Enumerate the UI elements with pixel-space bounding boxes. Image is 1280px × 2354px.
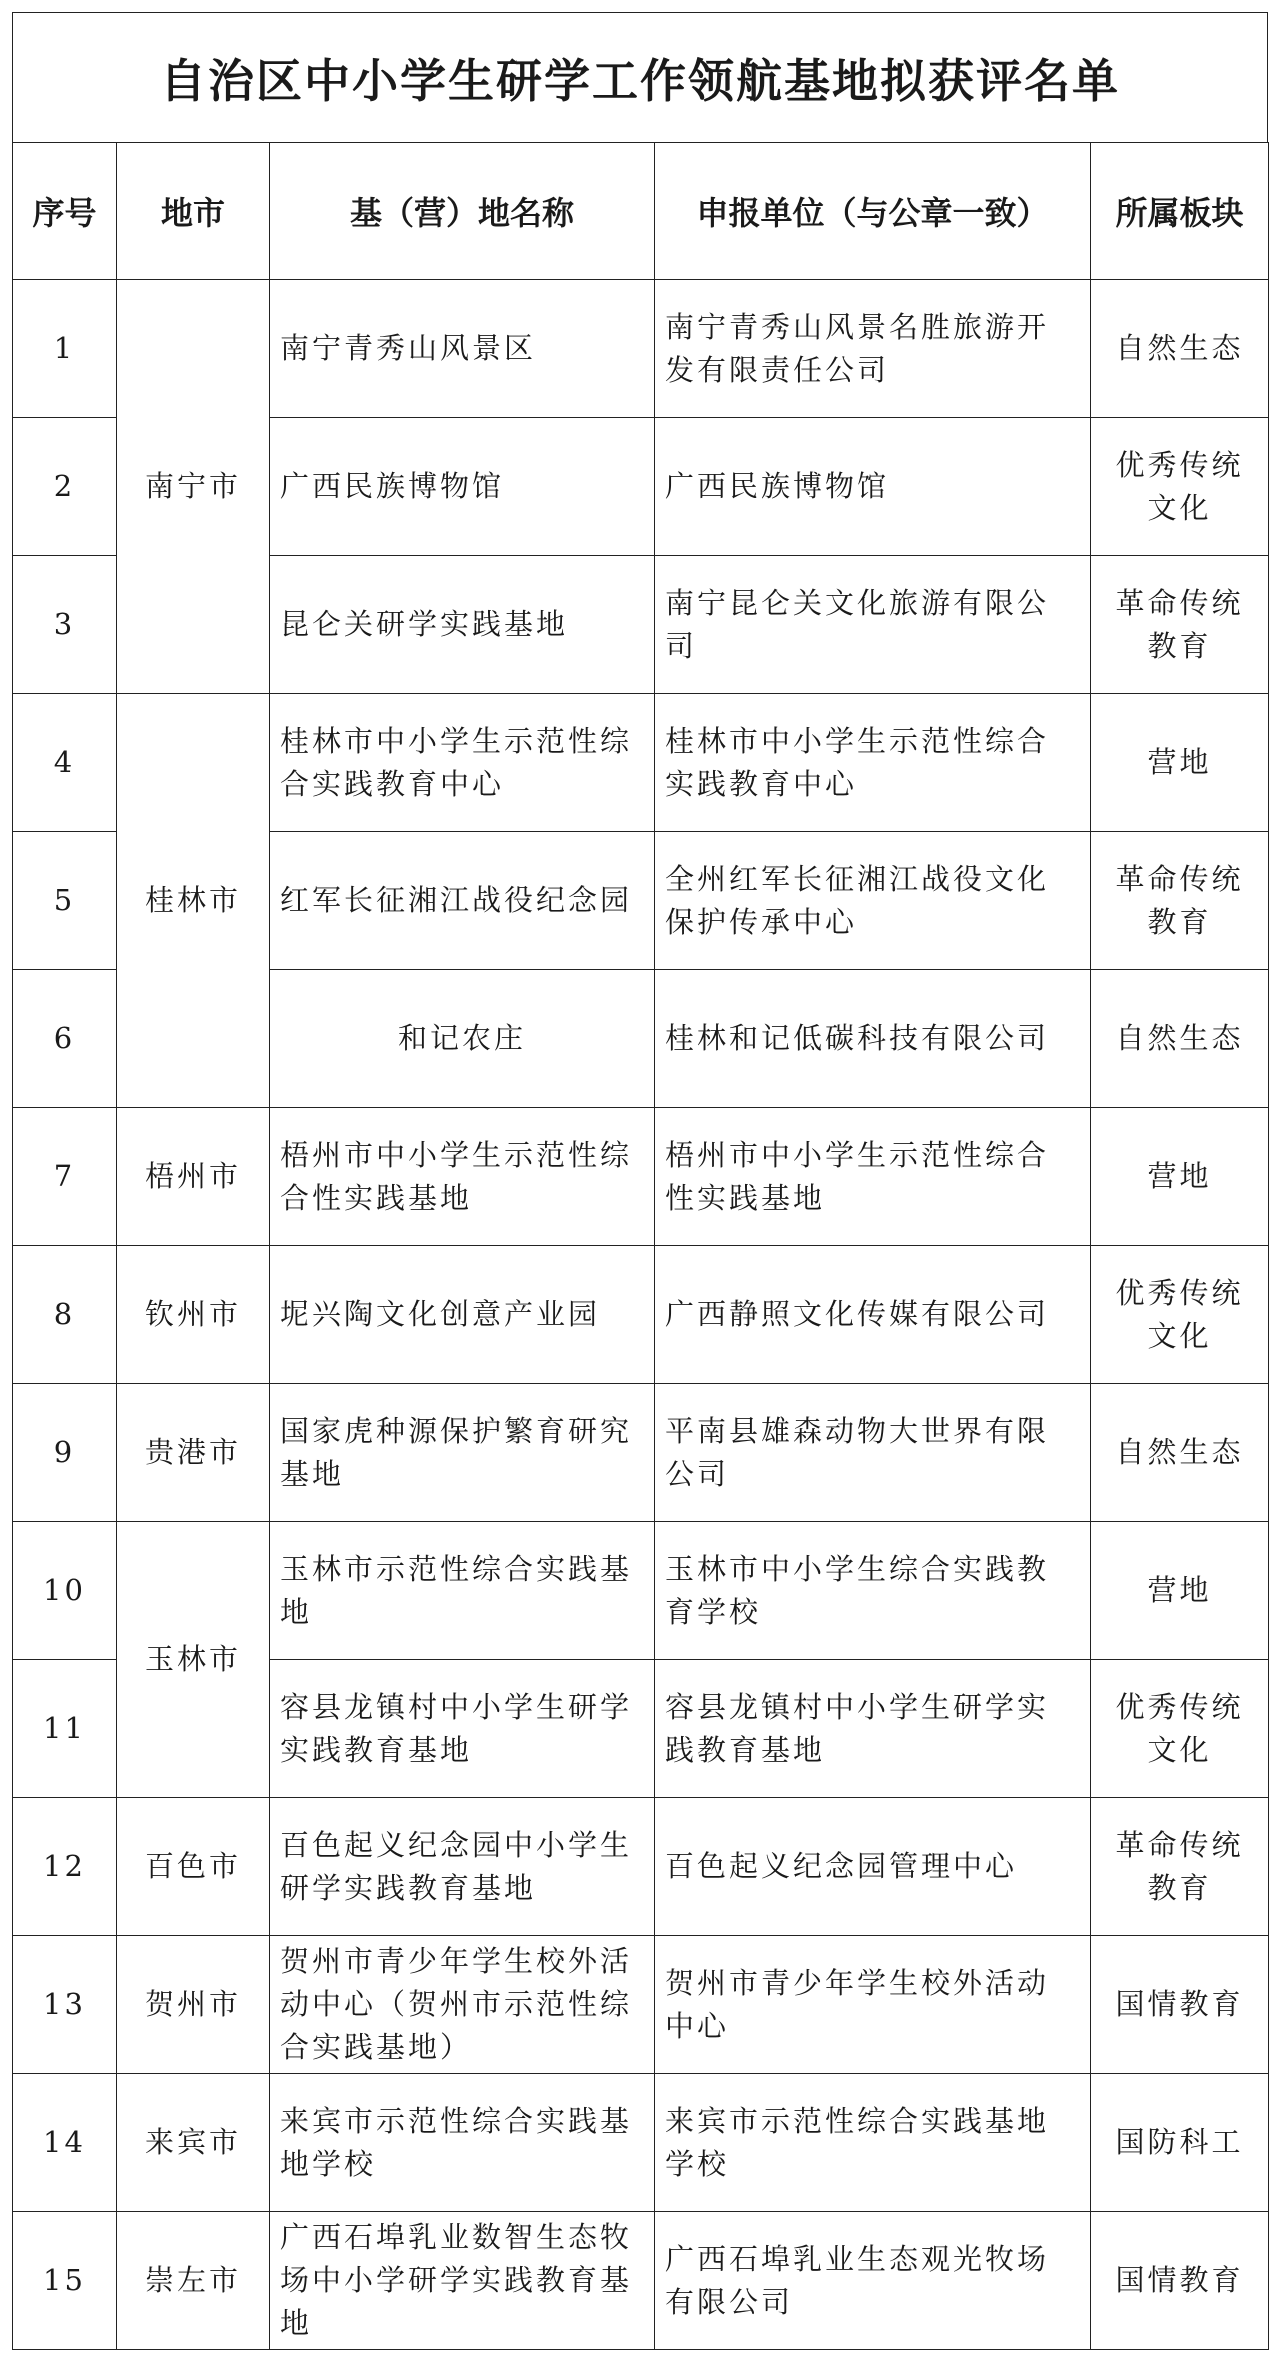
row-category: 优秀传统文化 [1091,418,1269,556]
document-title: 自治区中小学生研学工作领航基地拟获评名单 [12,12,1268,142]
row-no: 2 [13,418,117,556]
header-unit: 申报单位（与公章一致） [655,143,1091,280]
row-no: 10 [13,1522,117,1660]
row-no: 7 [13,1108,117,1246]
row-city: 贺州市 [117,1936,270,2074]
table-row [13,1384,1269,1522]
row-no: 1 [13,280,117,418]
row-city: 桂林市 [117,694,270,1108]
row-unit: 桂林市中小学生示范性综合实践教育中心 [655,694,1091,832]
row-category: 自然生态 [1091,280,1269,418]
row-category: 营地 [1091,1108,1269,1246]
row-no: 13 [13,1936,117,2074]
header-name: 基（营）地名称 [270,143,655,280]
table-row [13,280,1269,418]
row-unit: 全州红军长征湘江战役文化保护传承中心 [655,832,1091,970]
row-unit: 南宁昆仑关文化旅游有限公司 [655,556,1091,694]
row-unit: 百色起义纪念园管理中心 [655,1798,1091,1936]
table-row [13,2074,1269,2212]
row-no: 9 [13,1384,117,1522]
row-city: 玉林市 [117,1522,270,1798]
row-name: 容县龙镇村中小学生研学实践教育基地 [270,1660,655,1798]
row-category: 国情教育 [1091,2212,1269,2350]
row-name: 坭兴陶文化创意产业园 [270,1246,655,1384]
table-row [13,1108,1269,1246]
row-name: 和记农庄 [270,970,655,1108]
table-header-row [13,143,1269,280]
row-unit: 广西静照文化传媒有限公司 [655,1246,1091,1384]
header-no: 序号 [13,143,117,280]
base-list-table [12,142,1269,2350]
header-category: 所属板块 [1091,143,1269,280]
row-no: 15 [13,2212,117,2350]
row-no: 14 [13,2074,117,2212]
row-category: 国防科工 [1091,2074,1269,2212]
row-no: 8 [13,1246,117,1384]
row-city: 钦州市 [117,1246,270,1384]
row-category: 革命传统教育 [1091,556,1269,694]
table-row [13,1798,1269,1936]
row-city: 梧州市 [117,1108,270,1246]
row-category: 自然生态 [1091,970,1269,1108]
row-name: 贺州市青少年学生校外活动中心（贺州市示范性综合实践基地） [270,1936,655,2074]
table-row [13,2212,1269,2350]
row-name: 广西民族博物馆 [270,418,655,556]
row-unit: 贺州市青少年学生校外活动中心 [655,1936,1091,2074]
row-no: 6 [13,970,117,1108]
row-unit: 来宾市示范性综合实践基地学校 [655,2074,1091,2212]
row-name: 南宁青秀山风景区 [270,280,655,418]
row-no: 3 [13,556,117,694]
header-city: 地市 [117,143,270,280]
row-city: 贵港市 [117,1384,270,1522]
table-row [13,1936,1269,2074]
row-category: 营地 [1091,1522,1269,1660]
table-row [13,1246,1269,1384]
row-category: 营地 [1091,694,1269,832]
row-name: 百色起义纪念园中小学生研学实践教育基地 [270,1798,655,1936]
row-category: 国情教育 [1091,1936,1269,2074]
row-unit: 容县龙镇村中小学生研学实践教育基地 [655,1660,1091,1798]
row-unit: 平南县雄森动物大世界有限公司 [655,1384,1091,1522]
table-row [13,694,1269,832]
row-name: 红军长征湘江战役纪念园 [270,832,655,970]
row-city: 来宾市 [117,2074,270,2212]
row-no: 12 [13,1798,117,1936]
table-row [13,1522,1269,1660]
row-category: 自然生态 [1091,1384,1269,1522]
row-category: 优秀传统文化 [1091,1660,1269,1798]
row-name: 玉林市示范性综合实践基地 [270,1522,655,1660]
row-unit: 梧州市中小学生示范性综合性实践基地 [655,1108,1091,1246]
row-category: 革命传统教育 [1091,1798,1269,1936]
row-city: 南宁市 [117,280,270,694]
row-no: 5 [13,832,117,970]
row-unit: 广西石埠乳业生态观光牧场有限公司 [655,2212,1091,2350]
row-name: 来宾市示范性综合实践基地学校 [270,2074,655,2212]
row-name: 梧州市中小学生示范性综合性实践基地 [270,1108,655,1246]
row-unit: 广西民族博物馆 [655,418,1091,556]
row-city: 百色市 [117,1798,270,1936]
row-unit: 玉林市中小学生综合实践教育学校 [655,1522,1091,1660]
row-name: 昆仑关研学实践基地 [270,556,655,694]
row-category: 革命传统教育 [1091,832,1269,970]
row-category: 优秀传统文化 [1091,1246,1269,1384]
row-no: 11 [13,1660,117,1798]
row-city: 崇左市 [117,2212,270,2350]
row-name: 桂林市中小学生示范性综合实践教育中心 [270,694,655,832]
row-name: 广西石埠乳业数智生态牧场中小学研学实践教育基地 [270,2212,655,2350]
row-unit: 南宁青秀山风景名胜旅游开发有限责任公司 [655,280,1091,418]
row-unit: 桂林和记低碳科技有限公司 [655,970,1091,1108]
row-name: 国家虎种源保护繁育研究基地 [270,1384,655,1522]
row-no: 4 [13,694,117,832]
